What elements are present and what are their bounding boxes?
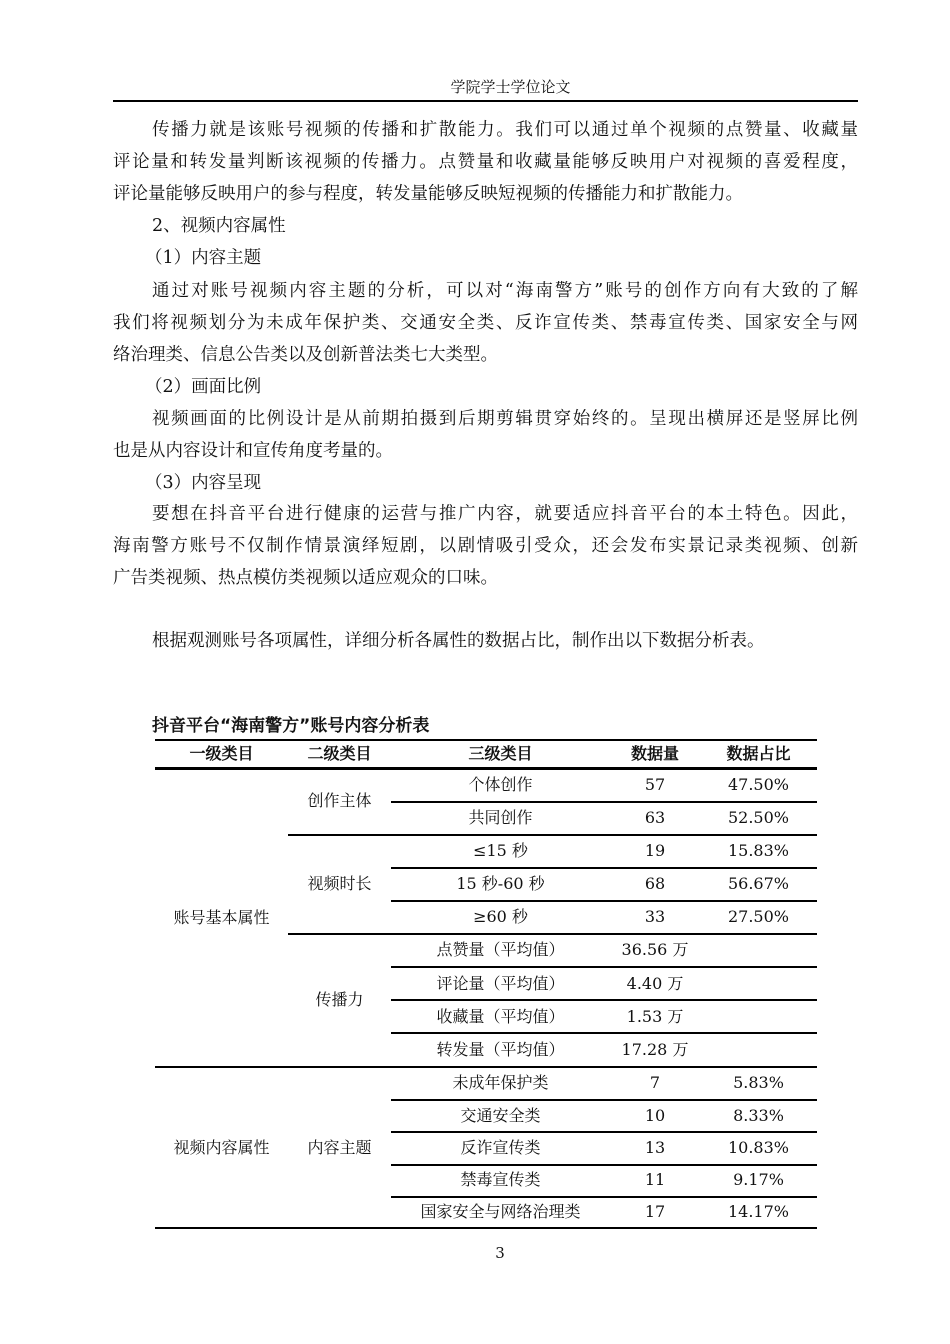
table-rule (288, 834, 817, 836)
column-header: 三级类目 (468, 744, 533, 763)
table-rule (391, 966, 817, 968)
body-line: 海南警方账号不仅制作情景演绎短剧，以剧情吸引受众，还会发布实景记录类视频、创新 (113, 536, 858, 556)
table-cell-percent: 15.83% (727, 841, 789, 860)
table-cell-count: 63 (644, 808, 666, 827)
table-rule (288, 933, 817, 935)
table-title: 抖音平台“海南警方”账号内容分析表 (152, 716, 430, 736)
table-rule (155, 767, 817, 770)
body-line: 2、视频内容属性 (152, 216, 286, 236)
table-rule (155, 1066, 817, 1068)
column-header: 二级类目 (307, 744, 372, 763)
table-cell-level3: 未成年保护类 (452, 1073, 549, 1092)
table-rule (155, 739, 817, 741)
table-rule (391, 1099, 817, 1101)
body-line: 要想在抖音平台进行健康的运营与推广内容，就要适应抖音平台的本土特色。因此， (152, 504, 858, 524)
column-header: 数据量 (630, 744, 679, 763)
body-line: 评论量能够反映用户的参与程度，转发量能够反映短视频的传播能力和扩散能力。 (113, 184, 743, 204)
table-cell-percent: 5.83% (733, 1073, 784, 1092)
table-cell-count: 68 (644, 874, 666, 893)
table-rule (391, 900, 817, 902)
table-cell-count: 36.56 万 (621, 940, 689, 959)
table-rule (155, 1227, 817, 1229)
table-cell-level3: 个体创作 (468, 775, 533, 794)
table-cell-count: 17 (644, 1202, 666, 1221)
body-line: 通过对账号视频内容主题的分析，可以对“海南警方”账号的创作方向有大致的了解 (152, 281, 858, 301)
body-line: 传播力就是该账号视频的传播和扩散能力。我们可以通过单个视频的点赞量、收藏量 (152, 120, 858, 140)
table-cell-percent: 10.83% (727, 1138, 789, 1157)
table-cell-level3: 禁毒宣传类 (460, 1170, 541, 1189)
table-rule (391, 1196, 817, 1198)
table-cell-count: 1.53 万 (626, 1007, 684, 1026)
body-line: （3）内容呈现 (145, 473, 262, 493)
table-rule (391, 1164, 817, 1166)
table-cell-count: 10 (644, 1106, 666, 1125)
running-header: 学院学士学位论文 (450, 78, 571, 96)
page-number: 3 (495, 1244, 505, 1262)
table-cell-count: 7 (649, 1073, 661, 1092)
table-cell-level3: ≥60 秒 (473, 907, 528, 926)
table-cell-count: 33 (644, 907, 666, 926)
table-cell-level3: 评论量（平均值） (436, 974, 565, 993)
table-cell-percent: 9.17% (733, 1170, 784, 1189)
table-cell-count: 11 (644, 1170, 666, 1189)
table-cell-count: 19 (644, 841, 666, 860)
body-line: 评论量和转发量判断该视频的传播力。点赞量和收藏量能够反映用户对视频的喜爱程度， (113, 152, 858, 172)
table-cell-level2: 传播力 (315, 990, 364, 1009)
table-cell-percent: 8.33% (733, 1106, 784, 1125)
table-rule (391, 1032, 817, 1034)
table-rule (391, 801, 817, 803)
table-cell-level3: 收藏量（平均值） (436, 1007, 565, 1026)
table-cell-level3: 共同创作 (468, 808, 533, 827)
body-line: 根据观测账号各项属性，详细分析各属性的数据占比，制作出以下数据分析表。 (152, 631, 765, 651)
column-header: 数据占比 (726, 744, 791, 763)
table-cell-percent: 52.50% (727, 808, 789, 827)
table-cell-level3: 交通安全类 (460, 1106, 541, 1125)
table-cell-level3: ≤15 秒 (473, 841, 528, 860)
table-cell-percent: 14.17% (727, 1202, 789, 1221)
body-line: （2）画面比例 (145, 377, 262, 397)
body-line: 我们将视频划分为未成年保护类、交通安全类、反诈宣传类、禁毒宣传类、国家安全与网 (113, 313, 858, 333)
table-cell-percent: 47.50% (727, 775, 789, 794)
table-cell-level2: 视频时长 (307, 874, 372, 893)
table-cell-level1: 账号基本属性 (173, 908, 270, 927)
table-cell-level3: 转发量（平均值） (436, 1040, 565, 1059)
table-cell-level3: 反诈宣传类 (460, 1138, 541, 1157)
table-cell-level2: 内容主题 (307, 1138, 372, 1157)
table-cell-percent: 56.67% (727, 874, 789, 893)
table-rule (391, 999, 817, 1001)
table-cell-count: 4.40 万 (626, 974, 684, 993)
body-line: 也是从内容设计和宣传角度考量的。 (113, 441, 393, 461)
body-line: 广告类视频、热点模仿类视频以适应观众的口味。 (113, 568, 498, 588)
header-rule (113, 100, 858, 102)
column-header: 一级类目 (189, 744, 254, 763)
table-cell-level3: 15 秒-60 秒 (456, 874, 545, 893)
table-rule (391, 867, 817, 869)
table-cell-percent: 27.50% (727, 907, 789, 926)
table-cell-level2: 创作主体 (307, 791, 372, 810)
table-cell-count: 57 (644, 775, 666, 794)
table-cell-level3: 点赞量（平均值） (436, 940, 565, 959)
body-line: 络治理类、信息公告类以及创新普法类七大类型。 (113, 345, 498, 365)
body-line: 视频画面的比例设计是从前期拍摄到后期剪辑贯穿始终的。呈现出横屏还是竖屏比例 (152, 409, 858, 429)
table-rule (391, 1131, 817, 1133)
table-cell-count: 13 (644, 1138, 666, 1157)
table-cell-level3: 国家安全与网络治理类 (420, 1202, 581, 1221)
body-line: （1）内容主题 (145, 248, 262, 268)
table-cell-count: 17.28 万 (621, 1040, 689, 1059)
table-cell-level1: 视频内容属性 (173, 1138, 270, 1157)
